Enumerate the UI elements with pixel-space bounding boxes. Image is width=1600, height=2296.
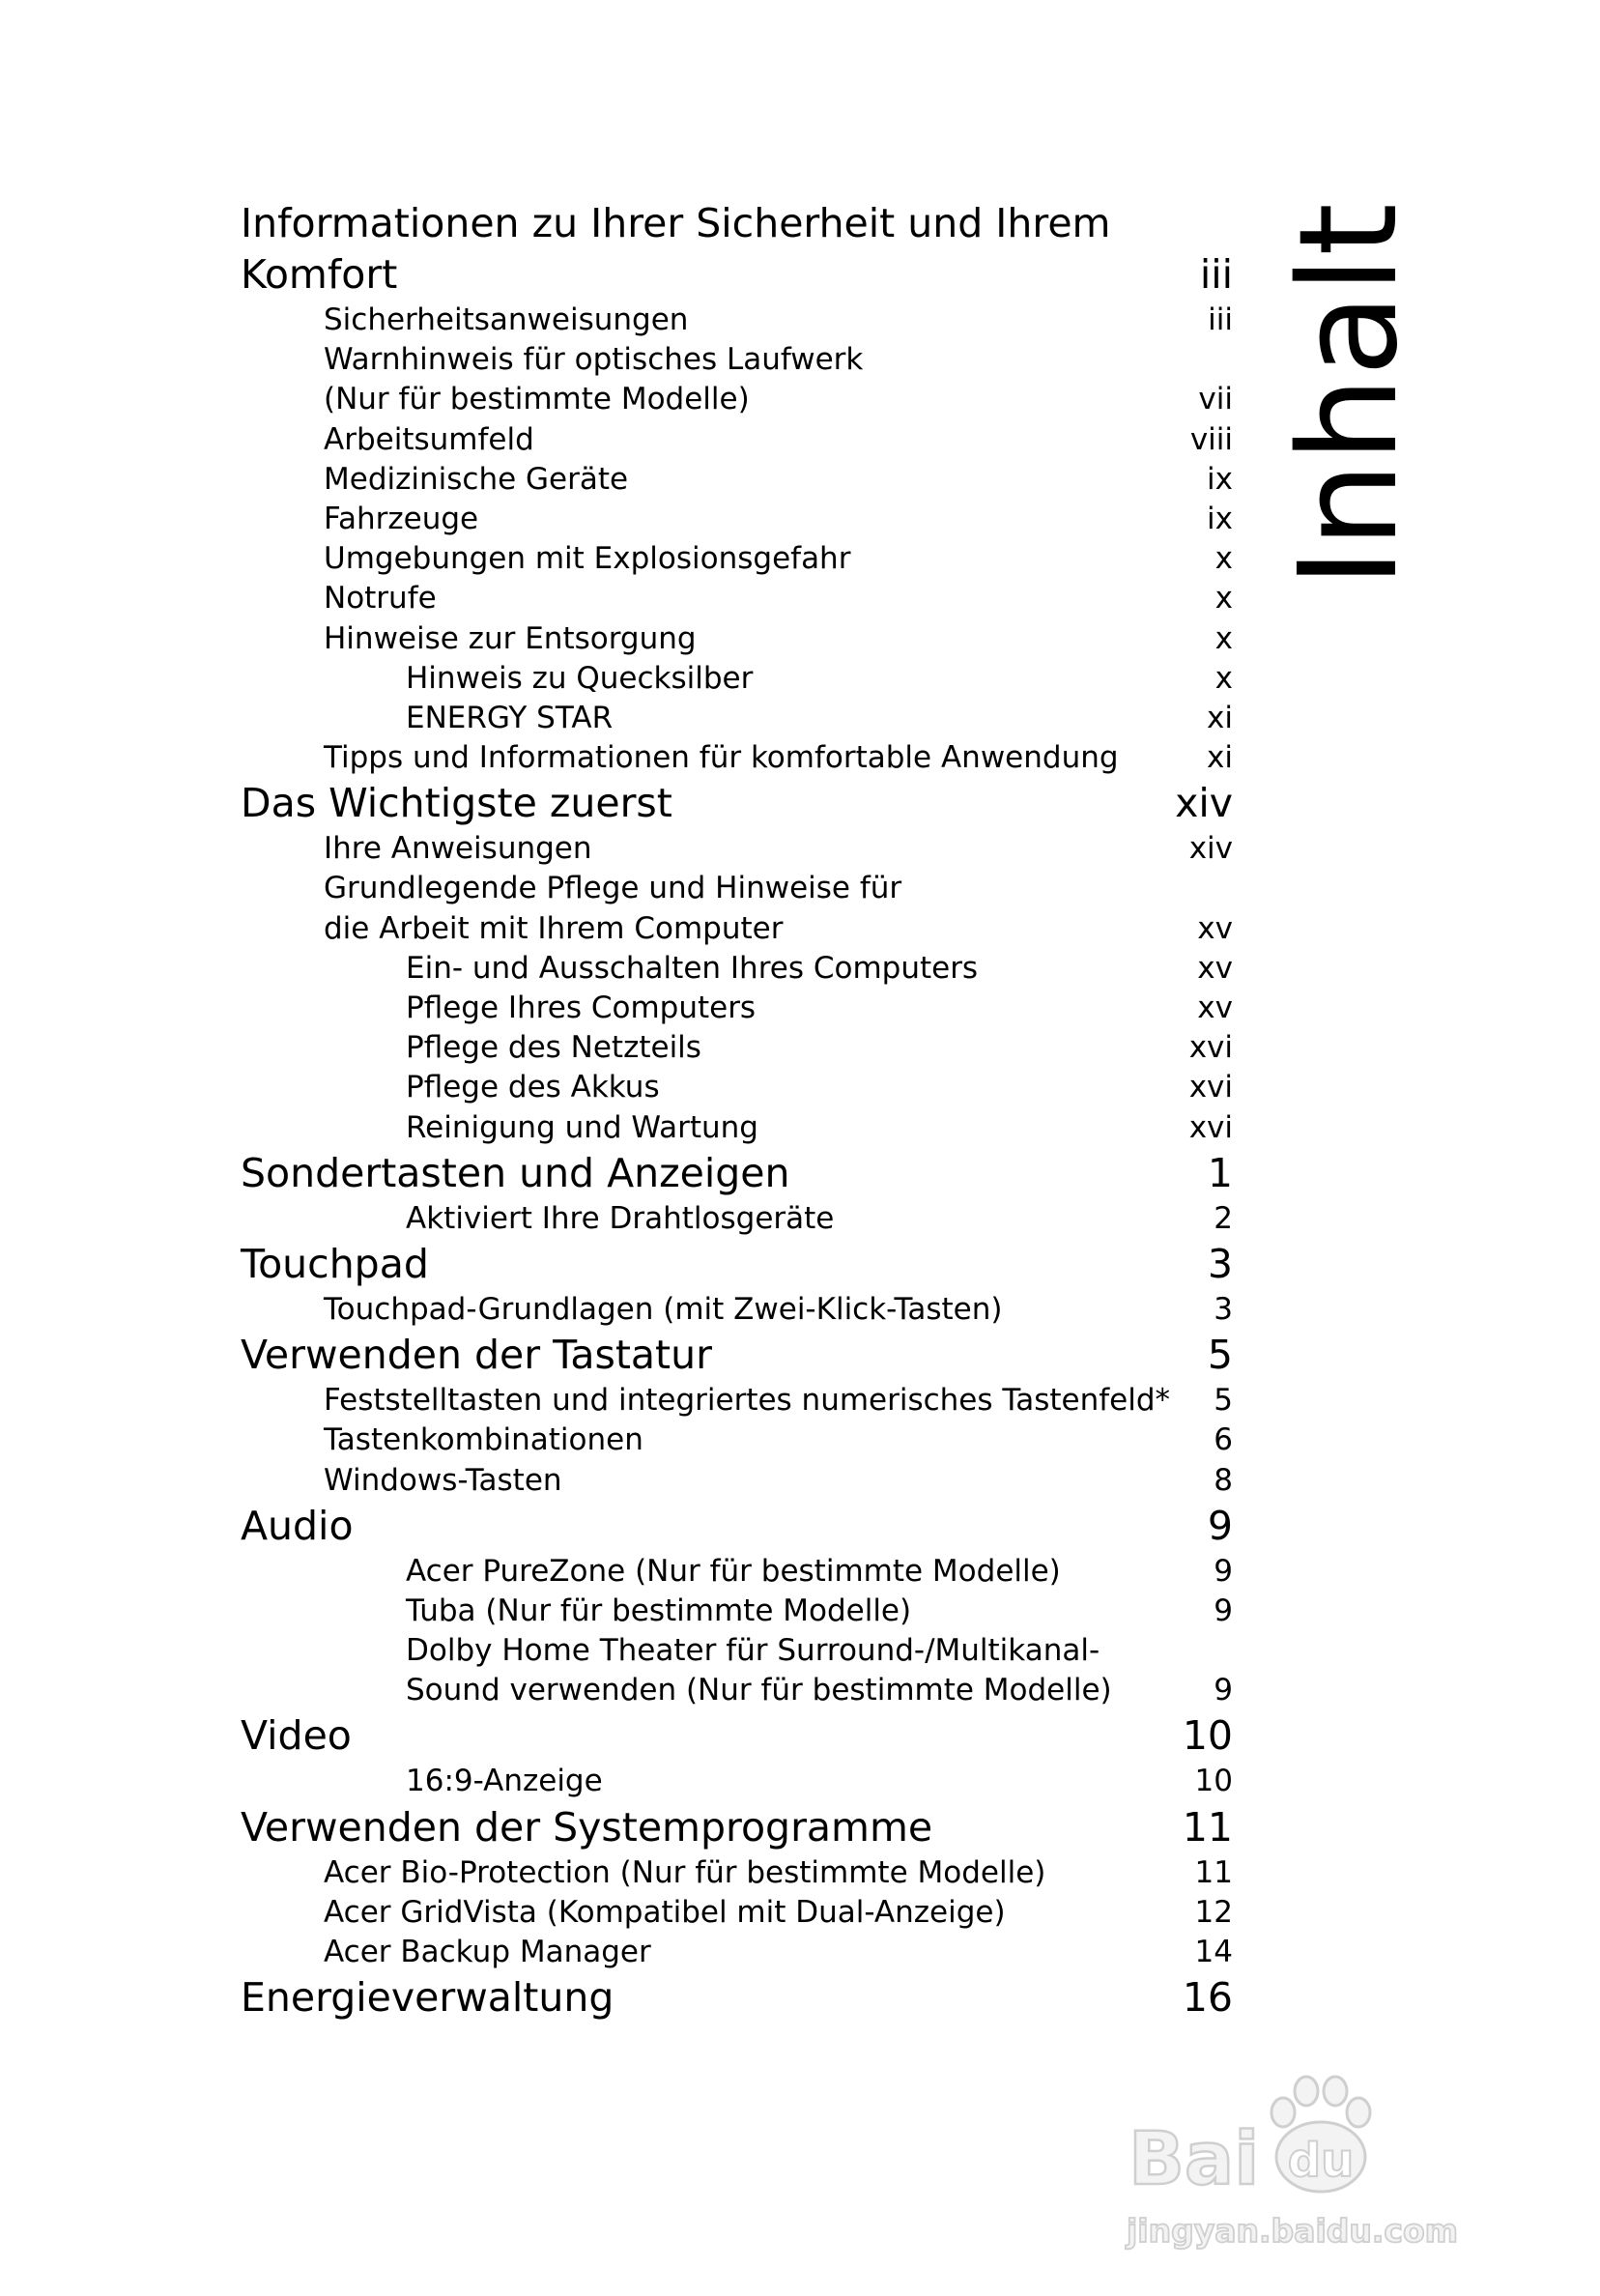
watermark-brand-right: du	[1287, 2134, 1355, 2188]
toc-entry-page-number: xiv	[1188, 831, 1233, 867]
toc-subsection	[241, 989, 1233, 1028]
toc-entry-title: Touchpad-Grundlagen (mit Zwei-Klick-Tasten)	[324, 1291, 1003, 1327]
toc-entry-title: Windows-Tasten	[324, 1462, 562, 1498]
toc-chapter	[241, 1710, 1233, 1762]
toc-chapter	[241, 1501, 1233, 1552]
toc-chapter	[241, 1802, 1233, 1853]
toc-subsection	[241, 1671, 1233, 1710]
toc-entry-title: Feststelltasten und integriertes numerisches Tastenfeld*	[324, 1383, 1170, 1419]
toc-entry-page-number: xvi	[1188, 1109, 1233, 1145]
toc-entry-page-number: xvi	[1188, 1070, 1233, 1105]
toc-entry-title: Dolby Home Theater für Surround-/Multikanal-	[406, 1633, 1100, 1669]
toc-entry-title: Ihre Anweisungen	[324, 831, 592, 867]
toc-entry-title: Verwenden der Systemprogramme	[241, 1803, 933, 1851]
watermark-url: jingyan.baidu.com	[1127, 2212, 1459, 2250]
toc-entry-page-number: 14	[1194, 1935, 1233, 1969]
toc-entry-page-number: viii	[1189, 421, 1233, 457]
toc-entry-title: Fahrzeuge	[324, 501, 479, 536]
toc-subsection	[241, 1068, 1233, 1107]
page-title: Inhalt	[1271, 203, 1428, 588]
toc-entry-page-number: 9	[1214, 1673, 1233, 1708]
toc-entry-title: Umgebungen mit Explosionsgefahr	[324, 541, 851, 577]
toc-subsection	[241, 1631, 1233, 1671]
toc-entry-page-number: ix	[1207, 461, 1233, 497]
toc-entry-page-number: x	[1214, 620, 1233, 656]
toc-entry-title: Tastenkombinationen	[324, 1422, 643, 1458]
toc-subsection	[241, 659, 1233, 699]
toc-entry-title: Notrufe	[324, 581, 437, 617]
toc-entry-page-number: 10	[1194, 1764, 1233, 1799]
toc-section	[241, 1381, 1233, 1421]
toc-entry-page-number: 9	[1214, 1553, 1233, 1589]
toc-entry-title: Acer Backup Manager	[324, 1935, 651, 1969]
toc-section	[241, 909, 1233, 949]
toc-section	[241, 1421, 1233, 1460]
toc-entry-title: Acer Bio-Protection (Nur für bestimmte Modelle)	[324, 1854, 1046, 1890]
toc-chapter	[241, 1239, 1233, 1290]
toc-subsection	[241, 949, 1233, 989]
toc-subsection	[241, 1552, 1233, 1592]
toc-entry-title: Audio	[241, 1502, 354, 1549]
toc-entry-title: Acer GridVista (Kompatibel mit Dual-Anzeige)	[324, 1894, 1006, 1930]
toc-entry-title: Komfort	[241, 251, 398, 298]
toc-entry-title: Video	[241, 1712, 352, 1760]
toc-section	[241, 619, 1233, 659]
watermark-brand-left: Bai	[1129, 2115, 1260, 2201]
toc-chapter	[241, 1148, 1233, 1199]
toc-subsection	[241, 1762, 1233, 1801]
toc-entry-page-number: iii	[1199, 251, 1233, 298]
toc-entry-page-number: x	[1214, 660, 1233, 696]
toc-section	[241, 579, 1233, 618]
toc-entry-title: Sound verwenden (Nur für bestimmte Modelle)	[406, 1673, 1112, 1708]
toc-section	[241, 301, 1233, 340]
toc-entry-page-number: 3	[1214, 1291, 1233, 1327]
toc-entry-title: Pflege des Netzteils	[406, 1030, 701, 1066]
toc-entry-page-number: 16	[1182, 1974, 1233, 2022]
toc-entry-title: Arbeitsumfeld	[324, 421, 534, 457]
toc-entry-title: Reinigung und Wartung	[406, 1109, 758, 1145]
toc-entry-page-number: xv	[1197, 910, 1233, 946]
toc-entry-title: Pflege des Akkus	[406, 1070, 660, 1105]
toc-chapter	[241, 198, 1233, 249]
toc-entry-title: Tipps und Informationen für komfortable Anwendung	[324, 740, 1119, 776]
toc-entry-title: Energieverwaltung	[241, 1974, 614, 2022]
toc-chapter	[241, 249, 1233, 301]
toc-entry-title: Ein- und Ausschalten Ihres Computers	[406, 950, 979, 986]
toc-chapter	[241, 778, 1233, 829]
toc-entry-title: Touchpad	[241, 1240, 429, 1287]
toc-entry-title: Sondertasten und Anzeigen	[241, 1149, 790, 1196]
toc-section	[241, 869, 1233, 908]
toc-entry-title: Informationen zu Ihrer Sicherheit und Ihrem	[241, 200, 1111, 246]
toc-section	[241, 829, 1233, 869]
toc-entry-title: Medizinische Geräte	[324, 461, 629, 497]
toc-entry-title: Verwenden der Tastatur	[241, 1332, 712, 1379]
toc-entry-title: Hinweis zu Quecksilber	[406, 660, 754, 696]
toc-entry-page-number: xv	[1197, 950, 1233, 986]
toc-entry-title: Warnhinweis für optisches Laufwerk	[324, 342, 864, 378]
toc-subsection	[241, 699, 1233, 738]
toc-chapter	[241, 1330, 1233, 1381]
toc-entry-page-number: 9	[1207, 1502, 1233, 1549]
toc-entry-page-number: vii	[1198, 382, 1233, 417]
toc-entry-page-number: 9	[1214, 1593, 1233, 1628]
toc-entry-title: 16:9-Anzeige	[406, 1764, 603, 1799]
toc-entry-title: Grundlegende Pflege und Hinweise für	[324, 871, 902, 906]
toc-section	[241, 420, 1233, 460]
toc-entry-page-number: 3	[1207, 1240, 1233, 1287]
toc-entry-page-number: iii	[1208, 302, 1233, 337]
toc-entry-title: ENERGY STAR	[406, 700, 614, 735]
toc-section	[241, 340, 1233, 380]
toc-entry-page-number: 8	[1214, 1462, 1233, 1498]
toc-chapter	[241, 1972, 1233, 2023]
toc-entry-page-number: 6	[1214, 1422, 1233, 1458]
toc-entry-page-number: 1	[1207, 1149, 1233, 1196]
watermark-logo	[1121, 2056, 1507, 2259]
toc-section	[241, 1461, 1233, 1501]
toc-entry-page-number: xi	[1207, 740, 1233, 776]
toc-entry-page-number: ix	[1207, 501, 1233, 536]
toc-section	[241, 1893, 1233, 1933]
toc-section	[241, 380, 1233, 419]
toc-entry-title: Acer PureZone (Nur für bestimmte Modelle)	[406, 1553, 1061, 1589]
toc-entry-title: Sicherheitsanweisungen	[324, 302, 689, 337]
toc-entry-page-number: 10	[1182, 1712, 1233, 1760]
toc-section	[241, 539, 1233, 579]
toc-entry-page-number: x	[1214, 581, 1233, 617]
toc-section	[241, 1933, 1233, 1972]
toc-entry-page-number: 11	[1194, 1854, 1233, 1890]
table-of-contents	[241, 198, 1233, 2023]
toc-entry-page-number: 2	[1214, 1200, 1233, 1236]
toc-entry-page-number: xiv	[1175, 780, 1233, 827]
toc-entry-page-number: 5	[1207, 1332, 1233, 1379]
toc-subsection	[241, 1108, 1233, 1148]
toc-entry-page-number: 11	[1182, 1803, 1233, 1851]
toc-section	[241, 1290, 1233, 1330]
toc-entry-title: (Nur für bestimmte Modelle)	[324, 382, 750, 417]
toc-subsection	[241, 1592, 1233, 1631]
toc-entry-page-number: 12	[1194, 1894, 1233, 1930]
toc-entry-title: die Arbeit mit Ihrem Computer	[324, 910, 784, 946]
toc-subsection	[241, 1199, 1233, 1239]
toc-entry-title: Hinweise zur Entsorgung	[324, 620, 697, 656]
toc-section	[241, 1853, 1233, 1893]
toc-entry-page-number: x	[1214, 541, 1233, 577]
toc-entry-page-number: xi	[1207, 700, 1233, 735]
toc-section	[241, 500, 1233, 539]
toc-entry-title: Das Wichtigste zuerst	[241, 780, 672, 827]
toc-section	[241, 738, 1233, 778]
toc-entry-page-number: 5	[1214, 1383, 1233, 1419]
toc-entry-page-number: xvi	[1188, 1030, 1233, 1066]
toc-section	[241, 460, 1233, 500]
toc-entry-title: Tuba (Nur für bestimmte Modelle)	[406, 1593, 912, 1628]
toc-entry-page-number: xv	[1197, 990, 1233, 1025]
toc-subsection	[241, 1028, 1233, 1068]
toc-entry-title: Pflege Ihres Computers	[406, 990, 757, 1025]
toc-entry-title: Aktiviert Ihre Drahtlosgeräte	[406, 1200, 835, 1236]
